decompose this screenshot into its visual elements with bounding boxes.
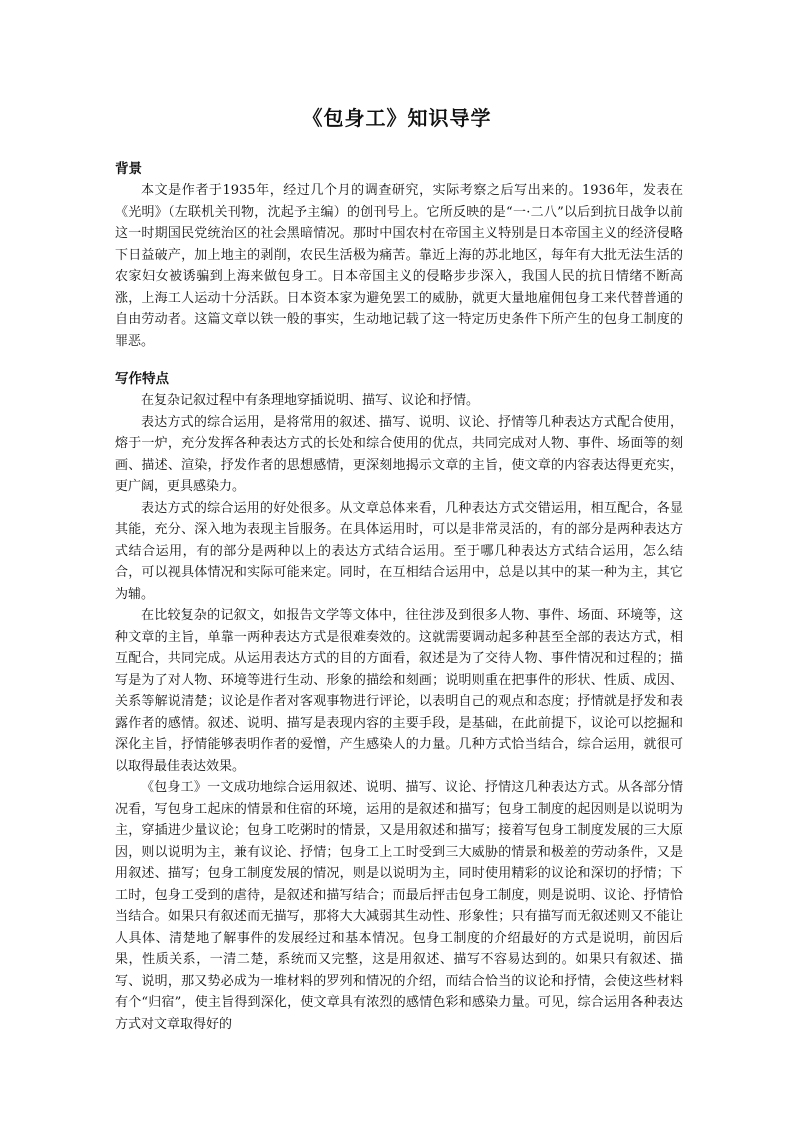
section-heading: 背景 <box>115 161 142 177</box>
paragraph: 表达方式的综合运用，是将常用的叙述、描写、说明、议论、抒情等几种表达方式配合使用，熔于一炉，充分发挥各种表达方式的长处和综合使用的优点，共同完成对人物、事件、场面等的刻画、描述、渲染，抒发作者的思想感情，更深刻地揭示文章的主旨，使文章的内容表达得更充实，更广阔，更具感染力。 <box>115 414 683 494</box>
section-writing-features <box>115 368 683 1035</box>
paragraph: 在比较复杂的记叙文，如报告文学等文体中，往往涉及到很多人物、事件、场面、环境等，这种文章的主旨，单靠一两种表达方式是很难奏效的。这就需要调动起多种甚至全部的表达方式，相互配合，共同完成。从运用表达方式的目的方面看，叙述是为了交待人物、事件情况和过程的；描写是为了对人物、环境等进行生动、形象的描绘和刻画；说明则重在把事件的形状、性质、成因、关系等解说清楚；议论是作者对客观事物进行评论，以表明自己的观点和态度；抒情就是抒发和表露作者的感情。叙述、说明、描写是表现内容的主要手段，是基础，在此前提下，议论可以挖掘和深化主旨，抒情能够表明作者的爱憎，产生感染人的力量。几种方式恰当结合，综合运用，就很可以取得最佳表达效果。 <box>115 608 683 774</box>
paragraph: 《包身工》一文成功地综合运用叙述、说明、描写、议论、抒情这几种表达方式。从各部分情况看，写包身工起床的情景和住宿的环境，运用的是叙述和描写；包身工制度的起因则是以说明为主，穿插进少量议论；包身工吃粥时的情景，又是用叙述和描写；接着写包身工制度发展的三大原因，则以说明为主，兼有议论、抒情；包身工上工时受到三大威胁的情景和极差的劳动条件，又是用叙述、描写；包身工制度发展的情况，则是以说明为主，同时使用精彩的议论和深切的抒情；下工时，包身工受到的虐待，是叙述和描写结合；而最后抨击包身工制度，则是说明、议论、抒情恰当结合。如果只有叙述而无描写，那将大大减弱其生动性、形象性；只有描写而无叙述则又不能让人具体、清楚地了解事件的发展经过和基本情况。包身工制度的介绍最好的方式是说明，前因后果，性质关系，一清二楚，系统而又完整，这是用叙述、描写不容易达到的。如果只有叙述、描写、说明，那又势必成为一堆材料的罗列和情况的介绍，而结合恰当的议论和抒情，会使这些材料有个“归宿”，使主旨得到深化，使文章具有浓烈的感情色彩和感染力量。可见，综合运用各种表达方式对文章取得好的 <box>115 780 683 1032</box>
paragraph: 在复杂记叙过程中有条理地穿插说明、描写、议论和抒情。 <box>141 393 480 408</box>
paragraph: 本文是作者于1935年，经过几个月的调查研究，实际考察之后写出来的。1936年，发表在《光明》（左联机关刊物，沈起予主编）的创刊号上。它所反映的是“一·二八”以后到抗日战争以前这一时期国民党统治区的社会黑暗情况。那时中国农村在帝国主义特别是日本帝国主义的经济侵略下日益破产，加上地主的剥削，农民生活极为痛苦。靠近上海的苏北地区，每年有大批无法生活的农家妇女被诱骗到上海来做包身工。日本帝国主义的侵略步步深入，我国人民的抗日情绪不断高涨，上海工人运动十分活跃。日本资本家为避免罢工的威胁，就更大量地雇佣包身工来代替普通的自由劳动者。这篇文章以铁一般的事实，生动地记载了这一特定历史条件下所产生的包身工制度的罪恶。 <box>115 183 683 349</box>
document-body <box>115 158 683 1051</box>
section-heading: 写作特点 <box>115 371 169 387</box>
page-title: 《包身工》知识导学 <box>302 106 492 130</box>
section-background <box>115 158 683 352</box>
paragraph: 表达方式的综合运用的好处很多。从文章总体来看，几种表达方式交错运用，相互配合，各显其能，充分、深入地为表现主旨服务。在具体运用时，可以是非常灵活的，有的部分是两种表达方式结合运用，有的部分是两种以上的表达方式结合运用。至于哪几种表达方式结合运用，怎么结合，可以视具体情况和实际可能来定。同时，在互相结合运用中，总是以其中的某一种为主，其它为辅。 <box>115 500 683 602</box>
